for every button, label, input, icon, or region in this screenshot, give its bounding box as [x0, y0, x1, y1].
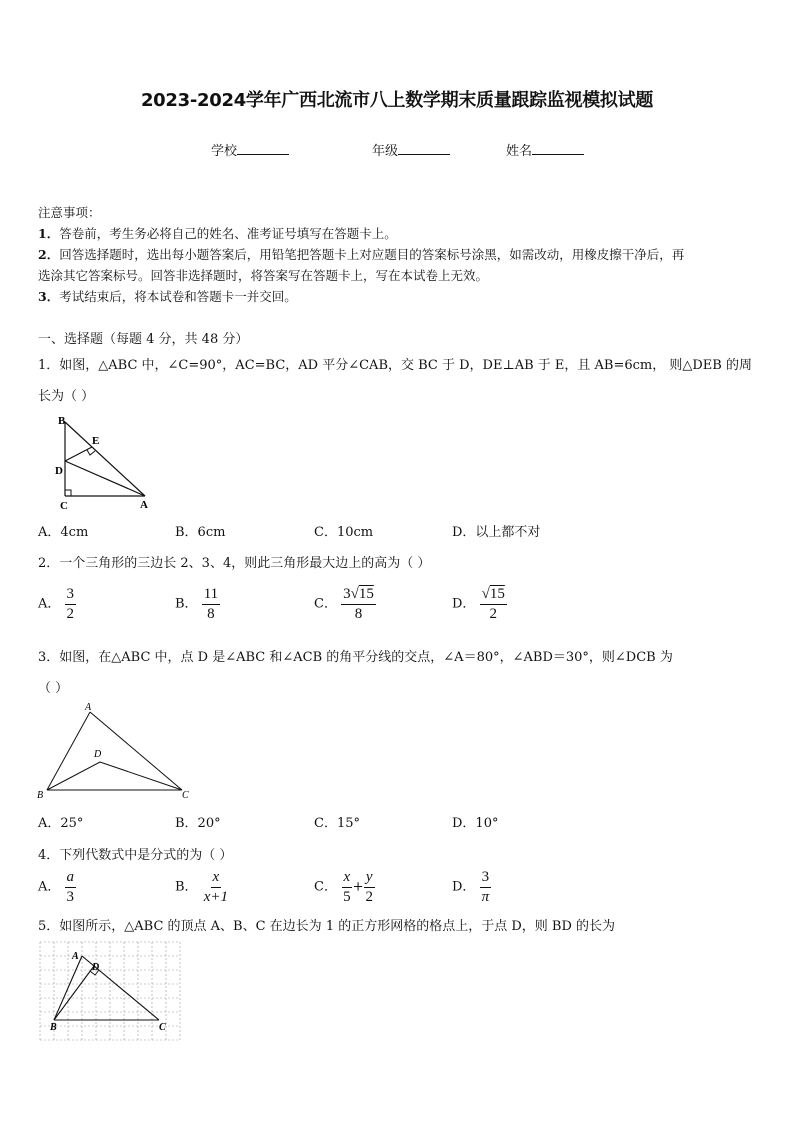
note-2-cont: 选涂其它答案标号。回答非选择题时，将答案写在答题卡上，写在本试卷上无效。 [38, 268, 489, 283]
q3-label-a: A [85, 702, 92, 713]
q1-option-a: A．4cm [38, 525, 89, 540]
q5-label-d: D [92, 962, 100, 973]
school-blank [237, 142, 289, 155]
q3-label-d: D [94, 749, 102, 760]
q4-stem: 4．下列代数式中是分式的为（ ） [38, 848, 233, 863]
q3-stem-line1: 3．如图，在△ABC 中，点 D 是∠ABC 和∠ACB 的角平分线的交点，∠A＝80°，∠ABD＝30°，则∠DCB 为 [38, 650, 673, 665]
q3-label-b: B [37, 790, 44, 801]
name-blank [532, 142, 584, 155]
q5-label-b: B [50, 1022, 57, 1033]
q3-option-a: A．25° [38, 816, 84, 831]
q1-stem-line1: 1．如图，△ABC 中，∠C=90°，AC=BC，AD 平分∠CAB，交 BC 于 D，DE⊥AB 于 E，且 AB=6cm， 则△DEB 的周 [38, 358, 752, 373]
q4-option-d: D． $\frac{3}{\pi}$ [452, 869, 490, 905]
grade-field [372, 140, 450, 159]
q1-label-c: C [60, 500, 68, 512]
q4-option-c: C． $\frac{x}{5}$ + $\frac{y}{2}$ [314, 869, 373, 905]
q3-figure [34, 700, 199, 802]
q5-stem: 5．如图所示，△ABC 的顶点 A、B、C 在边长为 1 的正方形网格的格点上，于点 D，则 BD 的长为 [38, 919, 616, 934]
note-1: 1．答卷前，考生务必将自己的姓名、准考证号填写在答题卡上。 [38, 226, 397, 241]
name-field [506, 140, 584, 159]
section-heading: 一、选择题（每题 4 分，共 48 分） [38, 332, 249, 347]
q1-option-b: B．6cm [175, 525, 226, 540]
q1-figure [50, 410, 160, 514]
q2-option-b: B． $\frac{11}{8}$ [175, 586, 219, 622]
q2-option-a: A． $\frac{3}{2}$ [38, 586, 75, 622]
q2-option-d: D． $\frac{√15}{2}$ [452, 586, 505, 622]
q1-label-d: D [55, 465, 63, 477]
school-label: 学校 [211, 144, 238, 159]
q1-option-d: D．以上都不对 [452, 525, 541, 540]
q1-stem-line2: 长为（ ） [38, 389, 95, 404]
school-field [211, 140, 289, 159]
q5-label-c: C [159, 1022, 166, 1033]
q3-option-b: B．20° [175, 816, 221, 831]
q1-option-c: C．10cm [314, 525, 374, 540]
note-2: 2．回答选择题时，选出每小题答案后，用铅笔把答题卡上对应题目的答案标号涂黑，如需改动，用橡皮擦干净后，再 [38, 247, 685, 262]
q4-option-b: B． $\frac{x}{x+1}$ [175, 869, 228, 905]
q1-label-a: A [140, 499, 148, 511]
q3-option-d: D．10° [452, 816, 499, 831]
q5-figure [38, 940, 182, 1044]
q3-option-c: C．15° [314, 816, 360, 831]
grade-blank [398, 142, 450, 155]
grade-label: 年级 [372, 144, 399, 159]
q3-label-c: C [182, 790, 189, 801]
note-3: 3．考试结束后，将本试卷和答题卡一并交回。 [38, 289, 297, 304]
q1-label-e: E [92, 435, 100, 447]
q3-stem-line2: （ ） [38, 681, 69, 696]
q1-label-b: B [58, 415, 66, 427]
q5-label-a: A [72, 951, 79, 962]
q2-option-c: C． $\frac{3√15}{8}$ [314, 586, 374, 622]
name-label: 姓名 [506, 144, 533, 159]
q4-option-a: A． $\frac{a}{3}$ [38, 869, 75, 905]
page-title: 2023-2024学年广西北流市八上数学期末质量跟踪监视模拟试题 [140, 90, 654, 111]
notes-heading: 注意事项： [38, 205, 101, 220]
q2-stem: 2．一个三角形的三边长 2、3、4，则此三角形最大边上的高为（ ） [38, 556, 431, 571]
